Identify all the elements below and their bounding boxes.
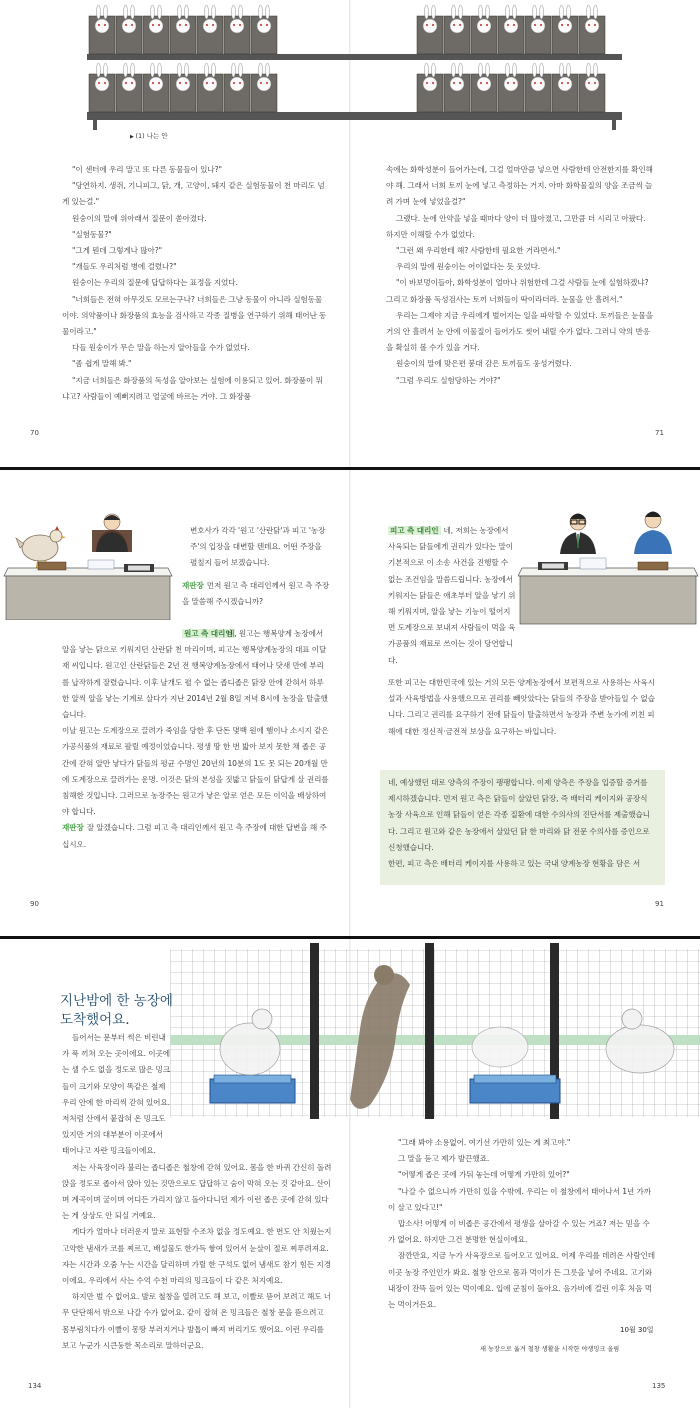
paragraph: 우리의 말에 원숭이는 어이없다는 듯 웃었다.: [396, 262, 541, 272]
rabbit-ear: [232, 5, 236, 19]
rabbit-eye: [513, 82, 515, 84]
spread-court-scene: [0, 470, 700, 936]
rabbit-eye: [98, 82, 100, 84]
rabbit-eye: [239, 24, 241, 26]
paragraph: "그래 봐야 소용없어. 여기선 가만히 있는 게 최고야.": [398, 1138, 571, 1147]
rabbit-eye: [453, 82, 455, 84]
rabbit-ear: [486, 63, 490, 77]
rabbit-eye: [104, 82, 106, 84]
rabbit-ear: [259, 5, 263, 19]
rabbit-ear: [178, 63, 182, 77]
rabbit-ear: [185, 5, 189, 19]
court-defendant-illustration: [518, 506, 700, 626]
rabbit-eye: [131, 82, 133, 84]
rabbit-head: [450, 19, 464, 33]
rabbit-head: [149, 77, 163, 91]
rabbit-ear: [158, 63, 162, 77]
letter-signature: 새 농장으로 옮겨 철창 생활을 시작한 야생밍크 올림: [480, 1346, 620, 1353]
page-number-right: 91: [655, 900, 664, 908]
rabbit-ear: [205, 5, 209, 19]
rabbit-head: [95, 19, 109, 33]
rabbit-eye: [561, 24, 563, 26]
rabbit-eye: [567, 82, 569, 84]
illustration-caption: ▶ (1) 나는 안: [130, 131, 168, 140]
rabbit-head: [257, 77, 271, 91]
rabbit-eye: [561, 82, 563, 84]
rabbit-eye: [131, 24, 133, 26]
rabbit-eye: [540, 24, 542, 26]
rabbit-eye: [588, 82, 590, 84]
rabbit-head: [257, 19, 271, 33]
judge-label: 재판장: [182, 581, 204, 590]
paragraph: 들어서는 문부터 썩은 비린내가 푹 끼쳐 오는 곳이에요. 이곳에는 셀 수도 없을 정도로 많은 밍크들이 크기와 모양이 똑같은 철제 우리 안에 한 마리씩 갇혀 있어요. 저처럼 산에서 붙잡혀 온 밍크도 있지만 거의 대부분이 이곳에서 태어나고 자란 밍크들이에요.: [62, 1033, 170, 1156]
rabbit-eye: [233, 82, 235, 84]
rabbit-head: [122, 19, 136, 33]
rabbit-ear: [151, 63, 155, 77]
rabbit-head: [477, 19, 491, 33]
rabbit-ear: [124, 63, 128, 77]
paragraph: 우리는 그제야 지금 우리에게 벌어지는 일을 파악할 수 있었다. 토끼들은 눈물을 거의 안 흘려서 눈 안에 이물질이 들어가도 씻어 내릴 수가 없다. 그러니 약의 반응을 확실히 볼 수가 있을 거다.: [386, 310, 653, 353]
paragraph: 원숭이는 우리의 질문에 답답하다는 표정을 지었다.: [72, 278, 238, 288]
rabbit-ear: [232, 63, 236, 77]
rabbit-ear: [452, 63, 456, 77]
rabbit-ear: [124, 5, 128, 19]
paragraph: "좀 쉽게 말해 봐.": [72, 359, 132, 369]
rabbit-shelf-illustration: [75, 0, 655, 130]
rabbit-eye: [125, 82, 127, 84]
rabbit-eye: [260, 82, 262, 84]
rabbit-ear: [533, 63, 537, 77]
right-page-text: [386, 162, 654, 389]
rabbit-head: [203, 19, 217, 33]
rabbit-eye: [158, 82, 160, 84]
rabbit-eye: [212, 24, 214, 26]
rabbit-ear: [506, 63, 510, 77]
paragraph: "이 센터에 우리 말고 또 다른 동물들이 있나?": [72, 165, 222, 174]
rabbit-ear: [104, 63, 108, 77]
rabbit-eye: [432, 82, 434, 84]
rabbit-eye: [233, 24, 235, 26]
rabbit-ear: [540, 63, 544, 77]
intro-text: 변호사가 각각 '원고 '산란닭'과 피고 '농장주'의 입장을 대변할 텐데요. 어떤 주장을 펼칠지 들어 보겠습니다.: [190, 526, 326, 568]
rabbit-eye: [453, 24, 455, 26]
rabbit-eye: [594, 24, 596, 26]
rabbit-head: [230, 19, 244, 33]
rabbit-ear: [425, 5, 429, 19]
paragraph: "그런 왜 우리한테 해? 사람한테 필요한 거라면서.": [396, 246, 561, 256]
rabbit-ear: [131, 5, 135, 19]
rabbit-ear: [513, 63, 517, 77]
rabbit-ear: [266, 5, 270, 19]
rabbit-ear: [459, 5, 463, 19]
rabbit-eye: [125, 24, 127, 26]
rabbit-head: [423, 19, 437, 33]
paragraph: "그게 뭔데 그렇게나 많아?": [72, 246, 163, 256]
rabbit-ear: [533, 5, 537, 19]
rabbit-ear: [540, 5, 544, 19]
rabbit-eye: [158, 24, 160, 26]
rabbit-head: [203, 77, 217, 91]
page-number-left: 70: [30, 429, 39, 437]
rabbit-ear: [151, 5, 155, 19]
rabbit-eye: [152, 24, 154, 26]
rabbit-eye: [206, 82, 208, 84]
rabbit-ear: [587, 5, 591, 19]
rabbit-ear: [97, 63, 101, 77]
rabbit-head: [558, 19, 572, 33]
rabbit-eye: [426, 82, 428, 84]
paragraph: "이 바보멍이들아, 화학성분이 얼마나 위험한데 그걸 사람들 눈에 실험하겠냐? 그리고 화장품 독성검사는 토끼 너희들이 딱이라더라. 눈물을 안 흘려서.": [386, 278, 649, 304]
rabbit-eye: [212, 82, 214, 84]
left-page-text: [62, 162, 327, 405]
rabbit-ear: [594, 5, 598, 19]
rabbit-eye: [486, 82, 488, 84]
paragraph: "개들도 우리처럼 병에 걸렸나?": [72, 262, 177, 272]
paragraph: 게다가 얼마나 더러운지 말로 표현할 수조차 없을 정도예요. 한 번도 안 치웠는지 고약한 냄새가 코를 찌르고, 배설물도 한가득 쌓여 있어서 눈살이 절로 찌푸려져요. 자는 시간과 오줌 누는 시간을 달리하며 가릴 한 구석도 없어 냄새도 참기 힘든 지경이에요. 우리에서 사는 수억 수천 마리의 밍크들이 다 같은 처지예요.: [62, 1227, 332, 1286]
rabbit-head: [95, 77, 109, 91]
defendant-label: 피고 측 대리인: [390, 526, 439, 535]
rabbit-ear: [259, 63, 263, 77]
rabbit-eye: [179, 24, 181, 26]
rabbit-head: [122, 77, 136, 91]
paragraph: "지금 너희들은 화장품의 독성을 알아보는 실험에 이용되고 있어. 화장품이 뭐냐고? 사람들이 예뻐지려고 얼굴에 바르는 거야. 그 화장품: [62, 375, 323, 401]
rabbit-ear: [158, 5, 162, 19]
right-page-text: [388, 1135, 656, 1313]
rabbit-eye: [507, 24, 509, 26]
rabbit-head: [450, 77, 464, 91]
rabbit-ear: [486, 5, 490, 19]
left-page-text: [62, 1030, 332, 1354]
rabbit-ear: [560, 63, 564, 77]
rabbit-eye: [534, 82, 536, 84]
paragraph: 맙소사! 어떻게 이 비좁은 공간에서 평생을 살아갈 수 있는 거죠? 저는 믿을 수가 없어요. 하지만 그건 분명한 현실이에요.: [388, 1219, 650, 1245]
rabbit-eye: [540, 82, 542, 84]
rabbit-head: [504, 19, 518, 33]
page-number-left: 90: [30, 900, 39, 908]
rabbit-head: [230, 77, 244, 91]
paragraph: 속에는 화학성분이 들어가는데, 그걸 얼마만큼 넣으면 사람한테 안전한지를 확인해야 해. 그래서 너희 토끼 눈에 넣고 측정하는 거지. 아마 화학물질의 양을 조금씩 늘려 가며 눈에 넣었을걸?": [386, 165, 653, 207]
rabbit-ear: [479, 63, 483, 77]
rabbit-head: [176, 77, 190, 91]
rabbit-head: [149, 19, 163, 33]
judge-label-2: 재판장: [62, 823, 84, 833]
paragraph: "실험동물?": [72, 229, 112, 239]
paragraph: "어떻게 좁은 곳에 가둬 놓는데 어떻게 가만히 있어?": [398, 1170, 570, 1180]
rabbit-ear: [479, 5, 483, 19]
rabbit-eye: [266, 82, 268, 84]
paragraph: 하지만 벌 수 없어요. 발로 철창을 열려고도 해 보고, 이빨로 뜯어 보려고 해도 너무 단단해서 밖으로 나갈 수가 없어요. 같이 잡혀 온 밍크들은 철창 문을 뜯으려고 몸부림치다가 이빨이 몽땅 부러지거나 발톱이 빠져 버리기도 했어요. 이런 우리를 보고 누군가 시큰둥한 목소리로 말하더군요.: [62, 1292, 332, 1350]
paragraph: 그 말을 듣고 제가 발끈했죠.: [398, 1154, 490, 1164]
rabbit-eye: [507, 82, 509, 84]
paragraph: "그럼 우리도 실험당하는 거야?": [396, 375, 501, 385]
rabbit-eye: [567, 24, 569, 26]
paragraph: 저는 사육장이라 불리는 좁디좁은 철창에 갇혀 있어요. 몸을 한 바퀴 간신히 돌려 앉을 정도로 좁아서 앉아 있는 것만으로도 답답하고 숨이 막혀 오는 것 같아요. 산이며 계곡이며 굴이며 어디든 가리지 않고 돌아다니던 제가 이런 좁은 곳에 갇혀 있다는 게 상상도 안 되실 거예요.: [62, 1162, 332, 1221]
rabbit-head: [423, 77, 437, 91]
rabbit-ear: [185, 63, 189, 77]
rabbit-eye: [459, 82, 461, 84]
rabbit-ear: [513, 5, 517, 19]
paragraph: 그랬다. 눈에 안약을 넣을 때마다 양이 더 많아졌고, 그만큼 더 시리고 아팠다. 하지만 이해할 수가 없었다.: [386, 213, 646, 239]
rabbit-ear: [452, 5, 456, 19]
rabbit-ear: [178, 5, 182, 19]
paragraph: "나갈 수 없으니까 가만히 있을 수밖에. 우리는 이 철창에서 태어나서 1년 가까이 살고 있다고!": [388, 1186, 651, 1212]
rabbit-eye: [432, 24, 434, 26]
rabbit-ear: [239, 63, 243, 77]
paragraph: 원숭이의 말에 위아래서 질문이 쏟아졌다.: [72, 213, 207, 223]
rabbit-head: [531, 19, 545, 33]
rabbit-head: [531, 77, 545, 91]
paragraph: 원숭이의 말에 맞은편 붕대 감은 토끼들도 웅성거렸다.: [396, 359, 572, 369]
rabbit-head: [558, 77, 572, 91]
rabbit-ear: [239, 5, 243, 19]
rabbit-ear: [560, 5, 564, 19]
rabbit-eye: [486, 24, 488, 26]
rabbit-head: [504, 77, 518, 91]
rabbit-eye: [266, 24, 268, 26]
rabbit-eye: [534, 24, 536, 26]
rabbit-eye: [98, 24, 100, 26]
spread-mink-story: [0, 939, 700, 1408]
chapter-title: 지난밤에 한 농장에 도착했어요.: [60, 993, 173, 1028]
defendant-statement: 피고 측 대리인 네, 저희는 농장에서 사육되는 닭들에게 권리가 있다는 말이 기본적으로 이 소송 사건을 진행할 수 없는 조건임을 말씀드립니다. 농장에서 키워지는 닭들은 애초부터 알을 낳기 위해 키워지며, 알을 낳는 기능이 떨어지면 도계장으로 보내져 사람들이 먹을 육가공품의 재료로 쓰이는 것이 당연합니다.: [388, 526, 516, 665]
rabbit-ear: [587, 63, 591, 77]
paragraph: "너희들은 전혀 아무것도 모르는구나? 너희들은 그냥 동물이 아니라 실험동물이야. 의약품이나 화장품의 효능을 검사하고 각종 질병을 연구하기 위해 태어난 동물이라고.": [62, 294, 327, 337]
rabbit-ear: [205, 63, 209, 77]
rabbit-eye: [426, 24, 428, 26]
page-number-right: 135: [652, 1382, 666, 1390]
rabbit-ear: [131, 63, 135, 77]
rabbit-eye: [594, 82, 596, 84]
rabbit-ear: [594, 63, 598, 77]
paragraph: 잠깐만요, 지금 누가 사육장으로 들어오고 있어요. 어제 우리를 데려온 사람인데 이곳 농장 주인인가 봐요. 철창 안으로 몸과 먹이가 든 그릇을 넣어 주네요. 고기와 내장이 잔뜩 들어 있는 먹이예요. 입에 군침이 돌아요. 음가비에 걸린 이후 처음 먹는 먹이거든요.: [388, 1251, 655, 1310]
paragraph: "당연하지. 생쥐, 기니피그, 닭, 개, 고양이, 돼지 같은 실험동물이 천 마리도 넘게 있는걸.": [62, 181, 325, 207]
rabbit-eye: [260, 24, 262, 26]
court-plaintiff-illustration: [0, 510, 180, 620]
rabbit-ear: [432, 63, 436, 77]
rabbit-eye: [480, 82, 482, 84]
page-number-left: 134: [28, 1382, 42, 1390]
rabbit-ear: [266, 63, 270, 77]
rabbit-ear: [212, 5, 216, 19]
rabbit-eye: [480, 24, 482, 26]
rabbit-ear: [459, 63, 463, 77]
paragraph: 다들 원숭이가 무슨 말을 하는지 알아들을 수가 없었다.: [72, 343, 250, 353]
rabbit-eye: [185, 24, 187, 26]
judge-summary: 네, 예상했던 대로 양측의 주장이 팽팽합니다. 이제 양측은 주장을 입증할 증거를 제시하겠습니다. 먼저 원고 측은 닭들이 살았던 닭장, 즉 배터리 케이지와 공장식 농장 사육으로 인해 닭들이 얻은 각종 질환에 대한 수의사의 진단서를 제출했습니다. 그리고 원고와 같은 농장에서 살았던 닭 한 마리와 닭 전문 수의사를 증인으로 신청했습니다. 한편, 피고 측은 배터리 케이지를 사용하고 있는 국내 양계농장 현황을 담은 서: [388, 778, 650, 869]
rabbit-eye: [179, 82, 181, 84]
plaintiff-label: 원고 측 대리인: [184, 629, 233, 638]
judge-question: 재판장 먼저 원고 측 대리인께서 원고 측 주장을 말씀해 주시겠습니까?: [182, 581, 330, 607]
defendant-body: 또한 피고는 대한민국에 있는 거의 모든 양계농장에서 보편적으로 사용하는 사육시설과 사육방법을 사용했으므로 권리를 빼앗았다는 닭들의 주장을 받아들일 수 없습니다. 그리고 권리를 요구하기 전에 닭들이 탈출하면서 농장과 주변 농가에 끼친 피해에 대한 정신적·금전적 보상을 요구하는 바입니다.: [388, 678, 655, 736]
gutter: [349, 470, 351, 936]
rabbit-eye: [588, 24, 590, 26]
rabbit-eye: [104, 24, 106, 26]
rabbit-ear: [567, 63, 571, 77]
spread-rabbit-story: [0, 0, 700, 467]
rabbit-eye: [513, 24, 515, 26]
rabbit-ear: [212, 63, 216, 77]
rabbit-ear: [432, 5, 436, 19]
rabbit-ear: [506, 5, 510, 19]
rabbit-head: [176, 19, 190, 33]
rabbit-ear: [567, 5, 571, 19]
rabbit-ear: [97, 5, 101, 19]
plaintiff-body: 네, 원고는 행복양계 농장에서 알을 낳는 닭으로 키워지던 산란닭 천 마리이며, 피고는 행복양계농장의 대표 이달재 씨입니다. 원고인 산란닭들은 2년 전 행복양계농장에서 태어나 닷새 만에 부리를 납작하게 잘렸습니다. 이후 날개도 펼 수 없는 좁디좁은 닭장 안에 갇혀서 하루 한 알씩 알을 낳는 기계로 살다가 지난 2014년 2월 8일 저녁 8시에 농장을 탈출했습니다. 이날 원고는 도계장으로 끌려가 죽임을 당한 후 단돈 몇백 원에 햄이나 소시지 같은 가공식품의 재료로 팔릴 예정이었습니다. 평생 땅 한 번 밟아 보지 못한 채 좁은 공간에 갇혀 알만 낳다가 닭들의 평균 수명인 20년의 10분의 1도 못 되는 20개월 만에 도계장으로 끌려가는 운명. 이것은 닭의 본성을 짓밟고 닭들이 닭답게 살 권리를 침해한 것입니다. 그러므로 농장주는 원고가 낳은 알로 얻은 모든 이익을 배상하여야 합니다. 재판장 잘 알겠습니다. 그럼 피고 측 대리인께서 원고 측 주장에 대한 답변을 해 주십시오.: [62, 629, 329, 849]
rabbit-eye: [239, 82, 241, 84]
letter-date: 10월 30일: [620, 1326, 654, 1334]
rabbit-ear: [425, 63, 429, 77]
rabbit-head: [585, 19, 599, 33]
page-number-right: 71: [655, 429, 664, 437]
rabbit-eye: [185, 82, 187, 84]
rabbit-eye: [459, 24, 461, 26]
rabbit-head: [477, 77, 491, 91]
rabbit-head: [585, 77, 599, 91]
rabbit-eye: [206, 24, 208, 26]
rabbit-ear: [104, 5, 108, 19]
rabbit-eye: [152, 82, 154, 84]
